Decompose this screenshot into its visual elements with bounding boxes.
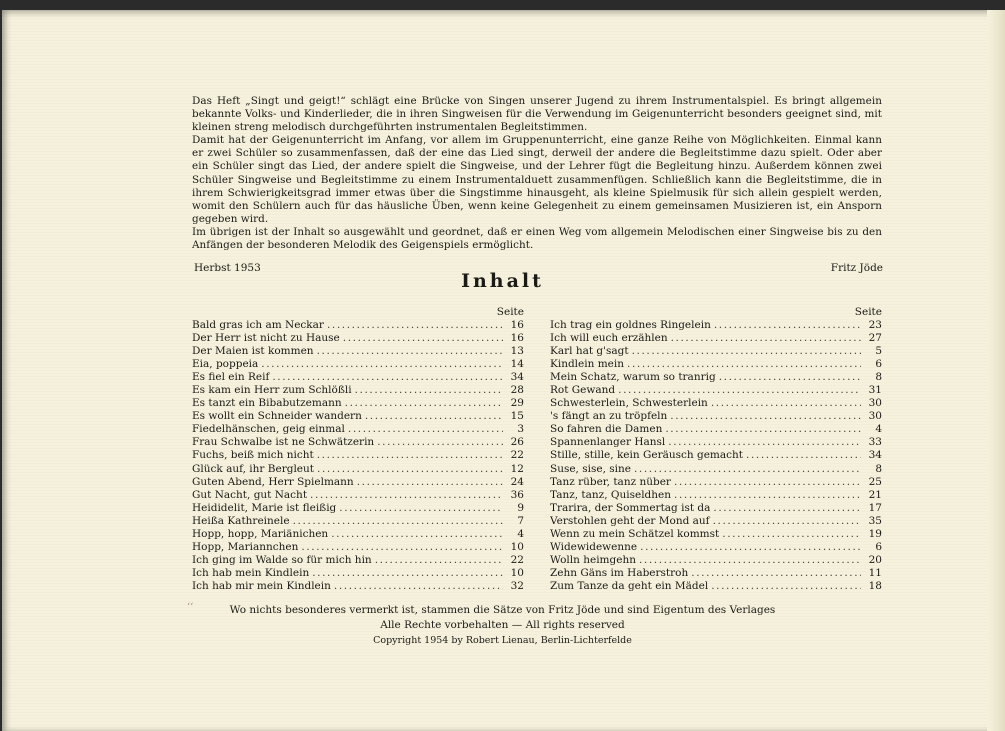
dot-leader <box>627 358 861 371</box>
preface-paragraph: Damit hat der Geigenunterricht im Anfang, vor allem im Gruppenunterricht, eine ganze Reihe von Möglichkeiten. Einmal kann er zwei Schüler so zusammenfassen, daß der eine das Lied singt, derweil der andere die Begleitstimme dazu spielt. Oder aber ein Schüler singt das Lied, der andere spielt die Singweise, und der Lehrer fügt die Begleitung hinzu. Außerdem können zwei Schüler Singweise und Begleitstimme zu einem Instrumentalduett zusammenfügen. Schließlich kann die Begleitstimme, die in ihrem Schwierigkeitsgrad immer etwas über die Singstimme hinausgeht, als kleine Spielmusik für sich allein gespielt werden, womit den Schülern auch für das häusliche Üben, wenn keine Gelegenheit zu einem gemeinsamen Musizieren ist, ein Ansporn gegeben wird. <box>192 134 882 225</box>
entry-page: 4 <box>517 527 524 540</box>
dot-leader <box>632 345 861 358</box>
preface-date: Herbst 1953 <box>194 262 261 274</box>
entry-page: 10 <box>510 566 524 579</box>
entry-page: 26 <box>510 436 524 449</box>
entry-title: Heididelit, Marie ist fleißig <box>192 501 337 514</box>
entry-page: 35 <box>868 514 882 527</box>
contents-entry <box>550 489 882 502</box>
dot-leader <box>334 580 503 593</box>
entry-page: 6 <box>875 358 882 371</box>
dot-leader <box>722 528 861 541</box>
entry-page: 15 <box>510 410 524 423</box>
dot-leader <box>668 436 861 449</box>
dot-leader <box>377 436 503 449</box>
contents-entry <box>192 515 524 528</box>
dot-leader <box>339 502 503 515</box>
preface-paragraph: Im übrigen ist der Inhalt so ausgewählt und geordnet, daß er einen Weg vom allgemein Melodischen einer Singweise bis zu den Anfängen der besonderen Melodik des Geigenspiels ermöglicht. <box>192 225 882 252</box>
entry-title: Kindlein mein <box>550 358 625 371</box>
contents-entry <box>192 502 524 515</box>
contents-entry <box>192 528 524 541</box>
dot-leader <box>634 463 861 476</box>
entry-title: Ich trag ein goldnes Ringelein <box>550 319 711 331</box>
contents-entry <box>550 476 882 489</box>
entry-title: Es fiel ein Reif <box>192 371 270 384</box>
preface-paragraph: Das Heft „Singt und geigt!“ schlägt eine Brücke von Singen unserer Jugend zu ihrem Instrumentalspiel. Es bringt allgemein bekannte Volks- und Kinderlieder, die in ihren Singweisen für die Verwendung im Geigenunterricht besonders geeignet sind, mit kleinen streng melodisch durchgeführten instrumentalen Begleitstimmen. <box>192 95 882 134</box>
contents-entry <box>550 345 882 358</box>
entry-title: Eia, poppeia <box>192 358 259 371</box>
dot-leader <box>272 371 503 384</box>
entry-page: 16 <box>510 332 524 345</box>
entry-title: Zehn Gäns im Haberstroh <box>550 566 689 579</box>
entry-title: Der Maien ist kommen <box>192 345 314 358</box>
entry-page: 32 <box>510 579 524 592</box>
contents-entry <box>550 436 882 449</box>
entry-title: Es kam ein Herr zum Schlößli <box>192 384 352 397</box>
contents-entry <box>550 358 882 371</box>
contents-entry <box>192 423 524 436</box>
entry-page: 34 <box>868 449 882 462</box>
footer-rights: Alle Rechte vorbehalten — All rights reserved <box>380 619 625 631</box>
preface <box>192 95 882 252</box>
contents-column-left <box>192 306 524 593</box>
contents-entry <box>192 541 524 554</box>
contents-entry <box>192 345 524 358</box>
contents-entry <box>550 515 882 528</box>
entry-page: 34 <box>510 371 524 384</box>
entry-title: Zum Tanze da geht ein Mädel <box>550 579 709 592</box>
preface-author: Fritz Jöde <box>830 262 883 274</box>
entry-page: 21 <box>868 488 882 501</box>
entry-title: Fiedelhänschen, geig einmal <box>192 423 345 436</box>
entry-page: 18 <box>868 579 882 592</box>
contents-entry <box>192 567 524 580</box>
dot-leader <box>355 384 503 397</box>
entry-title: Glück auf, ihr Bergleut <box>192 462 315 475</box>
entry-title: Hopp, hopp, Mariänichen <box>192 527 329 540</box>
dot-leader <box>671 332 861 345</box>
dot-leader <box>312 567 503 580</box>
contents-entry <box>192 489 524 502</box>
entry-title: Frau Schwalbe ist ne Schwätzerin <box>192 436 375 449</box>
entry-page: 27 <box>868 332 882 345</box>
entry-page: 33 <box>868 436 882 449</box>
entry-page: 20 <box>868 553 882 566</box>
entry-page: 12 <box>510 462 524 475</box>
contents-entry <box>192 449 524 462</box>
contents-entry <box>550 567 882 580</box>
entry-title: Es tanzt ein Bibabutzemann <box>192 397 342 410</box>
dot-leader <box>665 423 861 436</box>
contents-entry <box>550 463 882 476</box>
dot-leader <box>711 580 861 593</box>
dot-leader <box>317 345 503 358</box>
entry-title: Ich hab mein Kindlein <box>192 566 310 579</box>
entry-page: 14 <box>510 358 524 371</box>
dot-leader <box>345 397 503 410</box>
contents-entry <box>550 554 882 567</box>
contents-entry <box>192 358 524 371</box>
contents-entry <box>550 502 882 515</box>
pencil-mark: ‘‘ <box>187 602 194 613</box>
dot-leader <box>639 554 861 567</box>
entry-page: 25 <box>868 475 882 488</box>
entry-title: Rot Gewand <box>550 384 616 397</box>
dot-leader <box>713 502 861 515</box>
dot-leader <box>357 476 503 489</box>
dot-leader <box>640 541 861 554</box>
dot-leader <box>343 332 503 345</box>
entry-page: 16 <box>510 319 524 331</box>
entry-title: Tanz, tanz, Quiseldhen <box>550 488 672 501</box>
entry-page: 6 <box>875 540 882 553</box>
entry-page: 29 <box>510 397 524 410</box>
entry-page: 30 <box>868 410 882 423</box>
entry-page: 22 <box>510 449 524 462</box>
entry-title: Verstohlen geht der Mond auf <box>550 514 710 527</box>
entry-page: 8 <box>875 462 882 475</box>
entry-title: Tanz rüber, tanz nüber <box>550 475 671 488</box>
entry-title: Hopp, Mariannchen <box>192 540 299 553</box>
contents-title: Inhalt <box>461 270 544 292</box>
dot-leader <box>713 515 861 528</box>
dot-leader <box>714 319 861 332</box>
entry-title: Suse, sise, sine <box>550 462 631 475</box>
dot-leader <box>746 449 861 462</box>
contents-entry <box>192 384 524 397</box>
dot-leader <box>317 463 503 476</box>
entry-page: 5 <box>875 345 882 358</box>
entry-page: 19 <box>868 527 882 540</box>
entry-page: 10 <box>510 540 524 553</box>
contents-entry <box>550 371 882 384</box>
contents-entry <box>550 384 882 397</box>
dot-leader <box>670 410 861 423</box>
dot-leader <box>310 489 503 502</box>
dot-leader <box>261 358 503 371</box>
page-column-header: Seite <box>496 306 524 318</box>
entry-title: 's fängt an zu tröpfeln <box>550 410 668 423</box>
footer-copyright: Copyright 1954 by Robert Lienau, Berlin-Lichterfelde <box>373 635 632 646</box>
contents-column-right <box>550 306 882 593</box>
dot-leader <box>375 554 503 567</box>
entry-page: 28 <box>510 384 524 397</box>
entry-title: Wenn zu mein Schätzel kommst <box>550 527 720 540</box>
entry-page: 36 <box>510 488 524 501</box>
entry-page: 23 <box>868 319 882 331</box>
entry-title: Guten Abend, Herr Spielmann <box>192 475 354 488</box>
dot-leader <box>674 476 861 489</box>
contents-entry <box>550 410 882 423</box>
entry-page: 17 <box>868 501 882 514</box>
contents-entry <box>192 463 524 476</box>
entry-title: Widewidewenne <box>550 540 638 553</box>
entry-title: Ich ging im Walde so für mich hin <box>192 553 372 566</box>
entry-title: Spannenlanger Hansl <box>550 436 666 449</box>
entry-title: Mein Schatz, warum so tranrig <box>550 371 716 384</box>
entry-page: 4 <box>875 423 882 436</box>
dot-leader <box>327 319 503 332</box>
entry-page: 7 <box>517 514 524 527</box>
entry-page: 13 <box>510 345 524 358</box>
dot-leader <box>317 449 503 462</box>
entry-title: So fahren die Damen <box>550 423 663 436</box>
entry-title: Fuchs, beiß mich nicht <box>192 449 314 462</box>
entry-title: Bald gras ich am Neckar <box>192 319 324 331</box>
dot-leader <box>711 397 861 410</box>
dot-leader <box>348 423 503 436</box>
contents-entry <box>192 410 524 423</box>
dot-leader <box>618 384 861 397</box>
entry-title: Der Herr ist nicht zu Hause <box>192 332 340 345</box>
entry-page: 30 <box>868 397 882 410</box>
contents-entry <box>192 436 524 449</box>
entry-page: 9 <box>517 501 524 514</box>
contents-entry <box>550 580 882 593</box>
dot-leader <box>293 515 503 528</box>
dot-leader <box>691 567 861 580</box>
contents-entry <box>192 580 524 593</box>
contents-entry <box>192 371 524 384</box>
entry-title: Schwesterlein, Schwesterlein <box>550 397 708 410</box>
entry-page: 31 <box>868 384 882 397</box>
entry-page: 22 <box>510 553 524 566</box>
footer-note: Wo nichts besonderes vermerkt ist, stammen die Sätze von Fritz Jöde und sind Eigentum des Verlages <box>229 604 776 616</box>
dot-leader <box>719 371 861 384</box>
entry-title: Wolln heimgehn <box>550 553 636 566</box>
entry-title: Es wollt ein Schneider wandern <box>192 410 362 423</box>
entry-title: Stille, stille, kein Geräusch gemacht <box>550 449 744 462</box>
entry-title: Trarira, der Sommertag ist da <box>550 501 711 514</box>
contents-entry <box>192 319 524 332</box>
contents-entry <box>192 397 524 410</box>
contents-entry <box>550 332 882 345</box>
contents-entry <box>550 423 882 436</box>
dot-leader <box>301 541 503 554</box>
contents-entry <box>550 528 882 541</box>
entry-title: Gut Nacht, gut Nacht <box>192 488 308 501</box>
contents-entry <box>550 449 882 462</box>
contents-entry <box>550 541 882 554</box>
page-column-header: Seite <box>854 306 882 318</box>
entry-page: 8 <box>875 371 882 384</box>
entry-title: Heißa Kathreinele <box>192 514 290 527</box>
contents-entry <box>550 319 882 332</box>
contents-entry <box>192 554 524 567</box>
contents-entry <box>550 397 882 410</box>
entry-title: Ich hab mir mein Kindlein <box>192 579 331 592</box>
contents-entry <box>192 332 524 345</box>
entry-title: Karl hat g'sagt <box>550 345 629 358</box>
entry-page: 11 <box>868 566 882 579</box>
entry-page: 3 <box>517 423 524 436</box>
dot-leader <box>331 528 503 541</box>
entry-page: 24 <box>510 475 524 488</box>
dot-leader <box>674 489 861 502</box>
entry-title: Ich will euch erzählen <box>550 332 668 345</box>
contents-entry <box>192 476 524 489</box>
dot-leader <box>365 410 503 423</box>
